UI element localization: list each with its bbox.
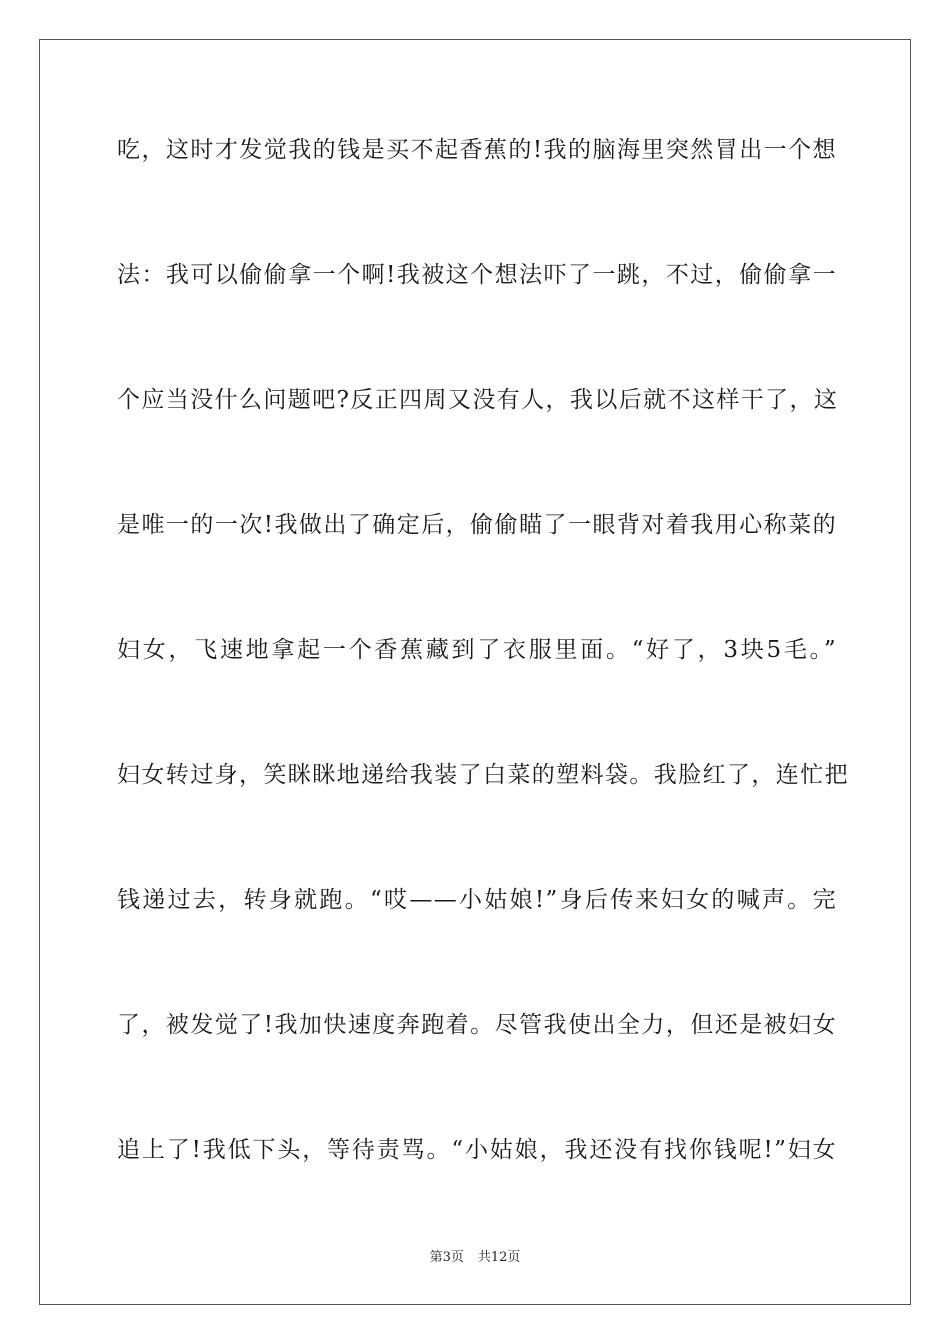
page-footer [0, 1246, 950, 1265]
document-body [117, 120, 849, 1245]
text-line: 是唯一的一次!我做出了确定后，偷偷瞄了一眼背对着我用心称菜的 [117, 512, 837, 538]
text-line: 钱递过去，转身就跑。“哎——小姑娘!”身后传来妇女的喊声。完 [117, 887, 837, 913]
current-page-number: 第3页 [429, 1250, 464, 1265]
text-line: 妇女，飞速地拿起一个香蕉藏到了衣服里面。“好了，3块5毛。” [117, 637, 837, 663]
text-line: 法：我可以偷偷拿一个啊!我被这个想法吓了一跳，不过，偷偷拿一 [117, 262, 837, 288]
text-line: 追上了!我低下头，等待责骂。“小姑娘，我还没有找你钱呢!”妇女 [117, 1137, 837, 1163]
text-line: 妇女转过身，笑眯眯地递给我装了白菜的塑料袋。我脸红了，连忙把 [117, 762, 849, 788]
text-line: 吃，这时才发觉我的钱是买不起香蕉的!我的脑海里突然冒出一个想 [117, 137, 837, 163]
text-line: 个应当没什么问题吧?反正四周又没有人，我以后就不这样干了，这 [117, 387, 839, 413]
total-page-count: 共12页 [477, 1250, 521, 1265]
text-line: 了，被发觉了!我加快速度奔跑着。尽管我使出全力，但还是被妇女 [117, 1012, 837, 1038]
